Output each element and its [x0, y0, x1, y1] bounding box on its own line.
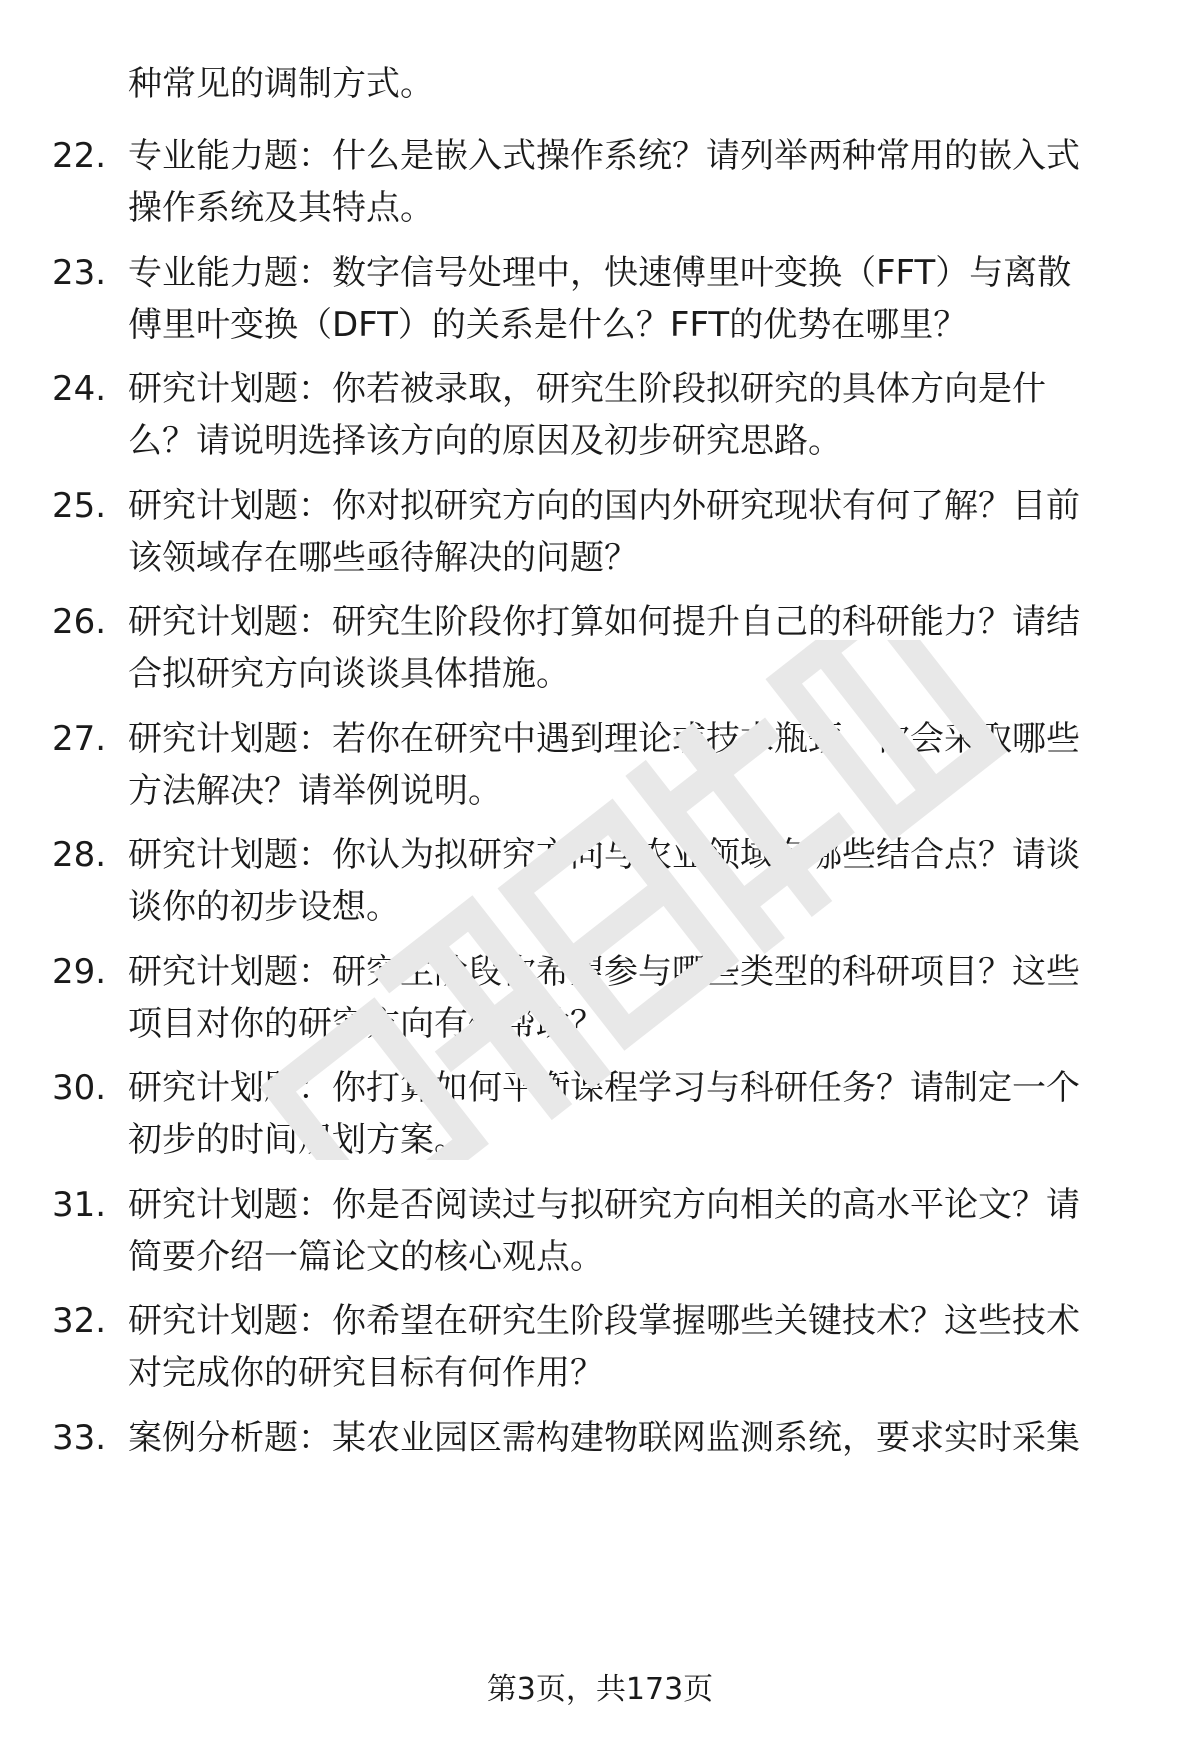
- question-line: 研究计划题：研究生阶段你打算如何提升自己的科研能力？请结: [128, 602, 1080, 642]
- question-text: [128, 713, 1148, 817]
- question-number: 22.: [52, 136, 107, 176]
- question-line: 方法解决？请举例说明。: [128, 771, 502, 811]
- question-line: 研究计划题：你打算如何平衡课程学习与科研任务？请制定一个: [128, 1068, 1080, 1108]
- question-number: 31.: [52, 1185, 107, 1225]
- question-text: [128, 946, 1148, 1050]
- question-line: 研究计划题：你若被录取，研究生阶段拟研究的具体方向是什: [128, 369, 1046, 409]
- question-number: 23.: [52, 253, 107, 293]
- question-text: [128, 1412, 1148, 1464]
- question-number: 26.: [52, 602, 107, 642]
- question-line: 操作系统及其特点。: [128, 188, 434, 228]
- question-line: 项目对你的研究方向有何帮助？: [128, 1004, 604, 1044]
- question-line: 案例分析题：某农业园区需构建物联网监测系统，要求实时采集: [128, 1418, 1080, 1458]
- question-line: 研究计划题：你对拟研究方向的国内外研究现状有何了解？目前: [128, 486, 1080, 526]
- question-line: 研究计划题：你认为拟研究方向与农业领域有哪些结合点？请谈: [128, 835, 1080, 875]
- continuation-text: 种常见的调制方式。: [128, 64, 434, 104]
- question-line: 合拟研究方向谈谈具体措施。: [128, 654, 570, 694]
- question-line: 研究计划题：你是否阅读过与拟研究方向相关的高水平论文？请: [128, 1185, 1080, 1225]
- question-text: [128, 829, 1148, 933]
- question-number: 27.: [52, 719, 107, 759]
- question-item: [0, 1179, 1200, 1289]
- question-text: [128, 480, 1148, 584]
- question-item: [0, 130, 1200, 240]
- question-line: 研究计划题：你希望在研究生阶段掌握哪些关键技术？这些技术: [128, 1301, 1080, 1341]
- question-line: 研究计划题：研究生阶段你希望参与哪些类型的科研项目？这些: [128, 952, 1080, 992]
- page-footer: 第3页，共173页: [486, 1672, 714, 1707]
- question-text: [128, 1295, 1148, 1399]
- question-item: [0, 247, 1200, 357]
- question-text: [128, 1062, 1148, 1166]
- question-line: 傅里叶变换（DFT）的关系是什么？FFT的优势在哪里？: [128, 305, 968, 345]
- question-item: [0, 1295, 1200, 1405]
- question-number: 24.: [52, 369, 107, 409]
- question-item: [0, 713, 1200, 823]
- question-number: 28.: [52, 835, 107, 875]
- question-item: [0, 363, 1200, 473]
- question-line: 研究计划题：若你在研究中遇到理论或技术瓶颈，你会采取哪些: [128, 719, 1080, 759]
- question-number: 32.: [52, 1301, 107, 1341]
- question-item: [0, 1062, 1200, 1172]
- question-text: [128, 1179, 1148, 1283]
- question-number: 30.: [52, 1068, 107, 1108]
- question-text: [128, 247, 1148, 351]
- question-number: 29.: [52, 952, 107, 992]
- question-text: [128, 363, 1148, 467]
- question-line: 专业能力题：什么是嵌入式操作系统？请列举两种常用的嵌入式: [128, 136, 1080, 176]
- question-line: 对完成你的研究目标有何作用？: [128, 1353, 604, 1393]
- question-text: [128, 596, 1148, 700]
- question-number: 25.: [52, 486, 107, 526]
- question-item: [0, 596, 1200, 706]
- question-item: [0, 946, 1200, 1056]
- question-item: [0, 1412, 1200, 1522]
- question-number: 33.: [52, 1418, 107, 1458]
- question-line: 么？请说明选择该方向的原因及初步研究思路。: [128, 421, 842, 461]
- question-line: 简要介绍一篇论文的核心观点。: [128, 1237, 604, 1277]
- question-line: 专业能力题：数字信号处理中，快速傅里叶变换（FFT）与离散: [128, 253, 1072, 293]
- question-item: [0, 480, 1200, 590]
- question-line: 初步的时间规划方案。: [128, 1120, 468, 1160]
- question-text: [128, 130, 1148, 234]
- question-line: 该领域存在哪些亟待解决的问题？: [128, 538, 638, 578]
- question-item: [0, 829, 1200, 939]
- question-line: 谈你的初步设想。: [128, 887, 400, 927]
